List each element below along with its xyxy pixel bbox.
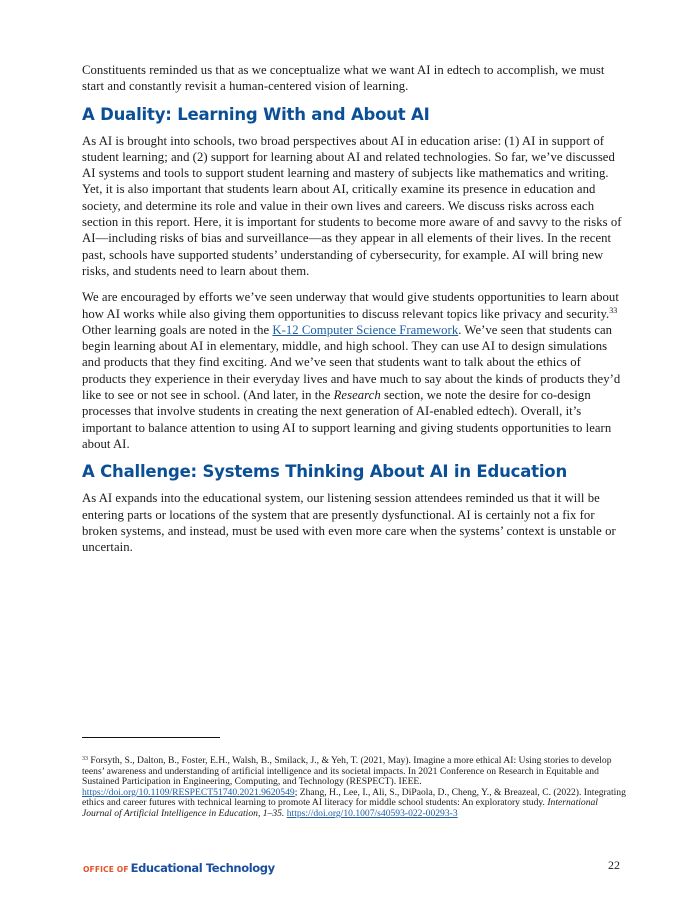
duality-paragraph-2: [82, 289, 627, 452]
intro-paragraph: Constituents reminded us that as we conceptualize what we want AI in edtech to accomplish, we must start and constantly revisit a human-centered vision of learning.: [82, 63, 605, 94]
k12-cs-framework-link[interactable]: K-12 Computer Science Framework: [272, 322, 459, 337]
logo-edtech-text: Educational Technology: [130, 861, 275, 875]
challenge-paragraph-1: As AI expands into the educational system, our listening session attendees reminded us that it will be entering parts or locations of the system that are presently dysfunctional. AI is certainly not a fix for broken systems, and instead, must be used with even more care when the systems’ context is unstable or uncertain.: [82, 491, 616, 555]
duality-paragraph-1: As AI is brought into schools, two broad perspectives about AI in education arise: (1) AI in support of student learning; and (2) support for learning about AI and related technologies. So far, we’ve discussed AI systems and tools to support student learning and mastery of subjects like mathematics and writing. Yet, it is also important that students learn about AI, critically examine its presence in education and society, and determine its role and value in their own lives and careers. We discuss risks across each section in this report. Here, it is important for students to become more aware of and savvy to the risks of AI—including risks of bias and surveillance—as they appear in all elements of their lives. In the recent past, schools have supported students’ understanding of cybersecurity, for example. AI will bring new risks, and students need to learn about them.: [82, 133, 622, 278]
page-content: [82, 62, 627, 565]
footnote-number: 33: [82, 756, 88, 762]
footnote-reference[interactable]: 33: [609, 305, 618, 315]
paragraph-text: We are encouraged by efforts we’ve seen underway that would give students opportunities to learn about how AI works while also giving them opportunities to discuss relevant topics like privacy and security.: [82, 290, 619, 321]
paragraph-text: Other learning goals are noted in the: [82, 322, 273, 337]
footnote-doi-link-2[interactable]: https://doi.org/10.1007/s40593-022-00293-3: [286, 807, 458, 819]
section-heading-challenge: A Challenge: Systems Thinking About AI in Education: [82, 462, 567, 482]
footnote-doi-link-1[interactable]: https://doi.org/10.1109/RESPECT51740.2021.9620549: [82, 786, 295, 798]
paragraph-text: . We’ve seen that students can begin learning about AI in elementary, middle, and high school. They can use AI to design simulations and products that they find exciting. And we’ve seen that students want to talk about the ethics of products they experience in their everyday lives and have much to say about the kinds of products they’d like to see or not see in school. (And later, in the: [82, 322, 621, 403]
logo-office-text: OFFICE OF: [83, 865, 129, 874]
office-of-edtech-logo: [83, 857, 275, 876]
research-section-reference: Research: [333, 388, 381, 403]
section-heading-duality: A Duality: Learning With and About AI: [82, 104, 430, 124]
footnote-text: ; Zhang, H., Lee, I., Ali, S., DiPaola, D., Cheng, Y., & Breazeal, C. (2022). Integrating ethics and career futures with technical learning to promote AI literacy for middle school students: An exploratory study.: [82, 786, 626, 809]
paragraph-text: section, we note the desire for co-design processes that involve students in creating the next generation of AI-enabled edtech). Overall, it’s important to balance attention to using AI to support learning and giving students opportunities to learn about AI.: [82, 388, 612, 451]
footnote-journal-title: International Journal of Artificial Intelligence in Education, 1–35.: [82, 797, 598, 819]
footnote-divider: [82, 737, 220, 738]
footnote-33: [82, 756, 627, 820]
footnote-text: Forsyth, S., Dalton, B., Foster, E.H., Walsh, B., Smilack, J., & Yeh, T. (2021, May). Imagine a more ethical AI: Using stories to develop teens’ awareness and understanding of artificial intelligence and its societal impacts. In 2021 Conference on Research in Equitable and Sustained Participation in Engineering, Computing, and Technology (RESPECT). IEEE.: [82, 755, 612, 788]
page-number: 22: [608, 858, 620, 872]
